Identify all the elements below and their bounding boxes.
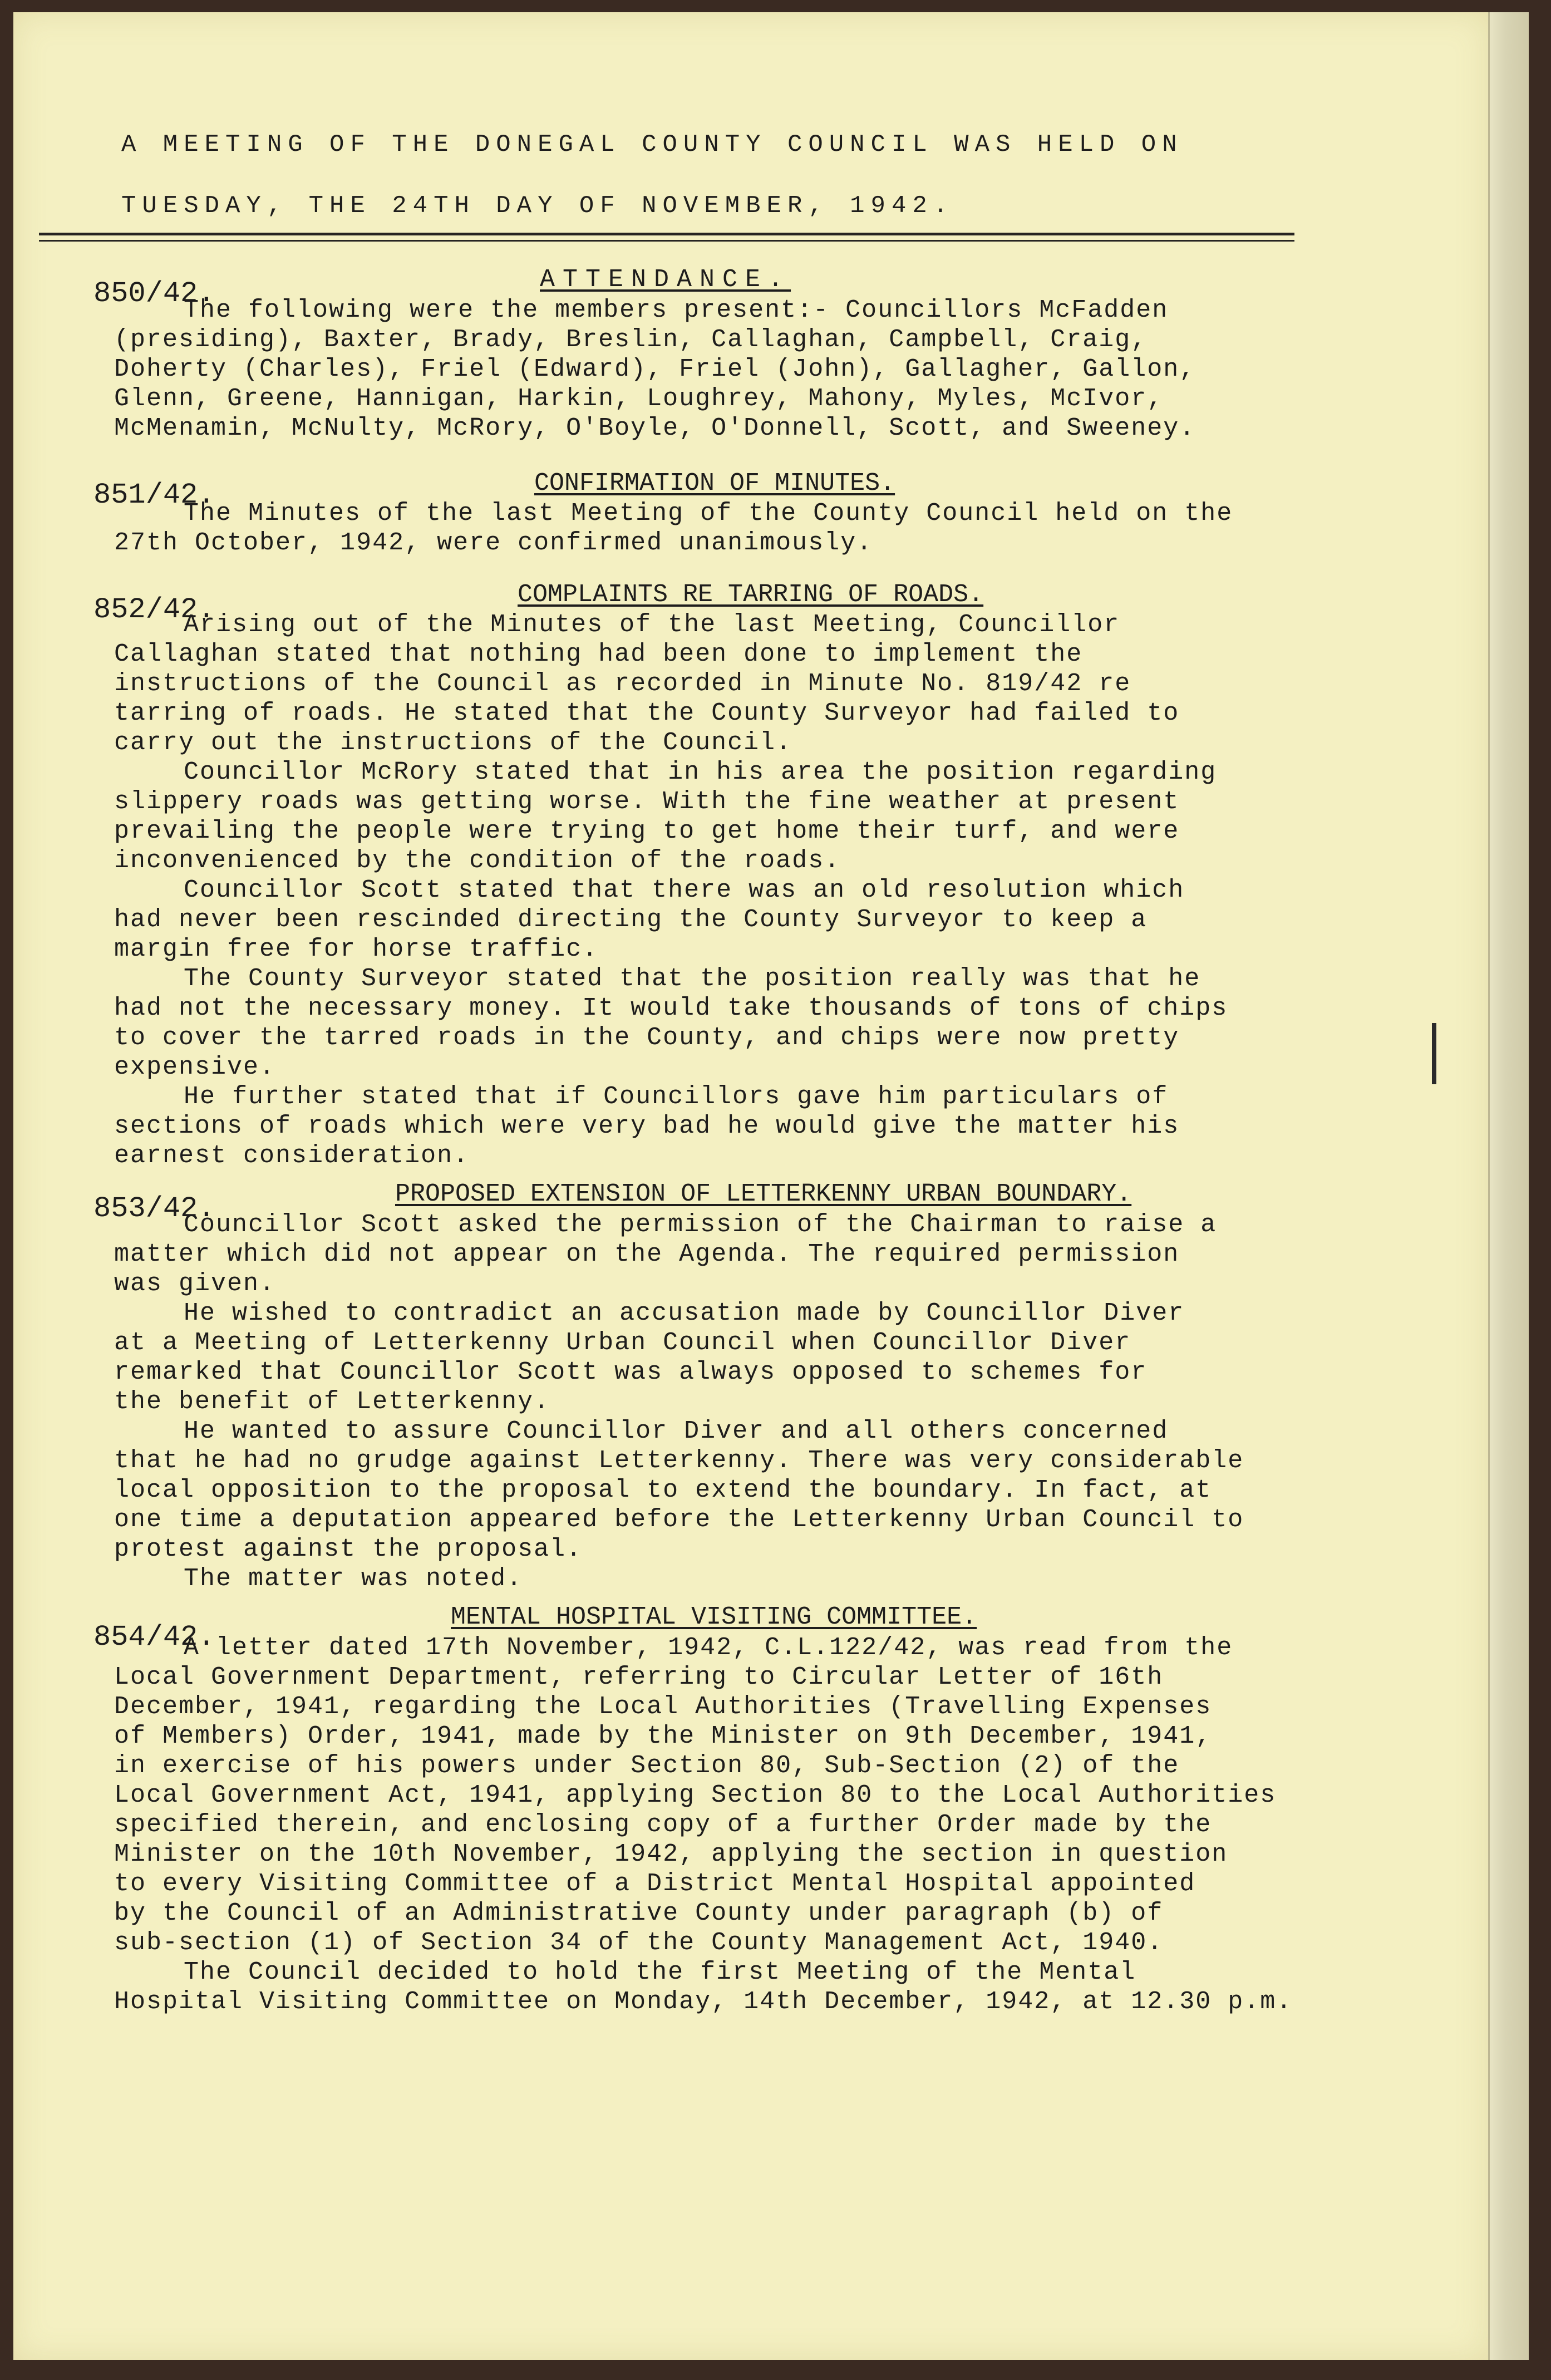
text-line: to every Visiting Committee of a District Mental Hospital appointed xyxy=(114,1870,1196,1898)
text-line: specified therein, and enclosing copy of a further Order made by the xyxy=(114,1811,1212,1839)
minute-number: 853/42. xyxy=(93,1192,215,1225)
minute-number: 852/42. xyxy=(93,593,215,626)
text-line: carry out the instructions of the Council. xyxy=(114,729,792,757)
text-line: protest against the proposal. xyxy=(114,1535,583,1563)
margin-mark xyxy=(1432,1023,1436,1084)
text-line: that he had no grudge against Letterkenny. There was very considerable xyxy=(114,1447,1244,1475)
text-line: Minister on the 10th November, 1942, applying the section in question xyxy=(114,1840,1228,1868)
text-line: He wished to contradict an accusation made by Councillor Diver xyxy=(184,1299,1185,1327)
text-line: McMenamin, McNulty, McRory, O'Boyle, O'Donnell, Scott, and Sweeney. xyxy=(114,414,1196,442)
text-line: sections of roads which were very bad he would give the matter his xyxy=(114,1112,1180,1140)
text-line: Glenn, Greene, Hannigan, Harkin, Loughrey, Mahony, Myles, McIvor, xyxy=(114,385,1164,413)
text-line: had never been rescinded directing the County Surveyor to keep a xyxy=(114,906,1148,934)
text-line: the benefit of Letterkenny. xyxy=(114,1388,550,1416)
header-rule-lower xyxy=(39,240,1294,242)
text-line: The following were the members present:- Councillors McFadden xyxy=(184,296,1169,324)
text-line: A letter dated 17th November, 1942, C.L.122/42, was read from the xyxy=(184,1634,1233,1662)
text-line: earnest consideration. xyxy=(114,1142,470,1170)
text-line: sub-section (1) of Section 34 of the County Management Act, 1940. xyxy=(114,1929,1164,1957)
text-line: in exercise of his powers under Section 80, Sub-Section (2) of the xyxy=(114,1752,1180,1780)
text-line: had not the necessary money. It would take thousands of tons of chips xyxy=(114,994,1228,1022)
text-line: at a Meeting of Letterkenny Urban Council when Councillor Diver xyxy=(114,1329,1131,1357)
section-heading: PROPOSED EXTENSION OF LETTERKENNY URBAN BOUNDARY. xyxy=(395,1180,1132,1208)
text-line: Hospital Visiting Committee on Monday, 14th December, 1942, at 12.30 p.m. xyxy=(114,1988,1293,2016)
text-line: to cover the tarred roads in the County, and chips were now pretty xyxy=(114,1024,1180,1052)
text-line: instructions of the Council as recorded in Minute No. 819/42 re xyxy=(114,670,1131,698)
text-line: by the Council of an Administrative County under paragraph (b) of xyxy=(114,1899,1164,1927)
text-line: 27th October, 1942, were confirmed unanimously. xyxy=(114,529,873,557)
page-edge xyxy=(1488,12,1529,2360)
text-line: Doherty (Charles), Friel (Edward), Friel (John), Gallagher, Gallon, xyxy=(114,355,1196,383)
section-heading: ATTENDANCE. xyxy=(540,265,791,294)
text-line: Councillor McRory stated that in his area the position regarding xyxy=(184,758,1217,786)
text-line: one time a deputation appeared before the Letterkenny Urban Council to xyxy=(114,1506,1244,1534)
text-line: was given. xyxy=(114,1270,276,1298)
text-line: The Minutes of the last Meeting of the County Council held on the xyxy=(184,499,1233,528)
text-line: slippery roads was getting worse. With the fine weather at present xyxy=(114,788,1180,816)
text-line: Local Government Act, 1941, applying Section 80 to the Local Authorities xyxy=(114,1781,1277,1809)
meeting-title-line-1: A MEETING OF THE DONEGAL COUNTY COUNCIL WAS HELD ON xyxy=(121,131,1183,159)
text-line: inconvenienced by the condition of the roads. xyxy=(114,847,841,875)
header-rule xyxy=(39,233,1294,235)
text-line: He further stated that if Councillors gave him particulars of xyxy=(184,1083,1169,1111)
text-line: Callaghan stated that nothing had been done to implement the xyxy=(114,640,1083,668)
text-line: matter which did not appear on the Agenda. The required permission xyxy=(114,1240,1180,1268)
text-line: expensive. xyxy=(114,1053,276,1081)
text-line: The Council decided to hold the first Meeting of the Mental xyxy=(184,1958,1136,1986)
text-line: margin free for horse traffic. xyxy=(114,935,599,963)
text-line: of Members) Order, 1941, made by the Minister on 9th December, 1941, xyxy=(114,1722,1212,1750)
text-line: remarked that Councillor Scott was always opposed to schemes for xyxy=(114,1358,1148,1386)
text-line: tarring of roads. He stated that the County Surveyor had failed to xyxy=(114,699,1180,727)
minute-number: 851/42. xyxy=(93,479,215,512)
text-line: (presiding), Baxter, Brady, Breslin, Callaghan, Campbell, Craig, xyxy=(114,326,1148,354)
section-heading: COMPLAINTS RE TARRING OF ROADS. xyxy=(518,581,984,609)
text-line: December, 1941, regarding the Local Authorities (Travelling Expenses xyxy=(114,1693,1212,1721)
minute-number: 854/42. xyxy=(93,1621,215,1654)
text-line: Councillor Scott stated that there was an old resolution which xyxy=(184,876,1185,904)
text-line: prevailing the people were trying to get home their turf, and were xyxy=(114,817,1180,845)
minute-number: 850/42. xyxy=(93,277,215,310)
section-heading: MENTAL HOSPITAL VISITING COMMITTEE. xyxy=(451,1603,977,1631)
text-line: He wanted to assure Councillor Diver and all others concerned xyxy=(184,1417,1169,1445)
text-line: Councillor Scott asked the permission of the Chairman to raise a xyxy=(184,1211,1217,1239)
text-line: Local Government Department, referring to Circular Letter of 16th xyxy=(114,1663,1164,1691)
text-line: The County Surveyor stated that the position really was that he xyxy=(184,965,1201,993)
text-line: local opposition to the proposal to extend the boundary. In fact, at xyxy=(114,1476,1212,1504)
text-line: The matter was noted. xyxy=(184,1565,523,1593)
section-heading: CONFIRMATION OF MINUTES. xyxy=(534,469,895,498)
meeting-title-line-2: TUESDAY, THE 24TH DAY OF NOVEMBER, 1942. xyxy=(121,192,954,220)
text-line: Arising out of the Minutes of the last Meeting, Councillor xyxy=(184,611,1120,639)
